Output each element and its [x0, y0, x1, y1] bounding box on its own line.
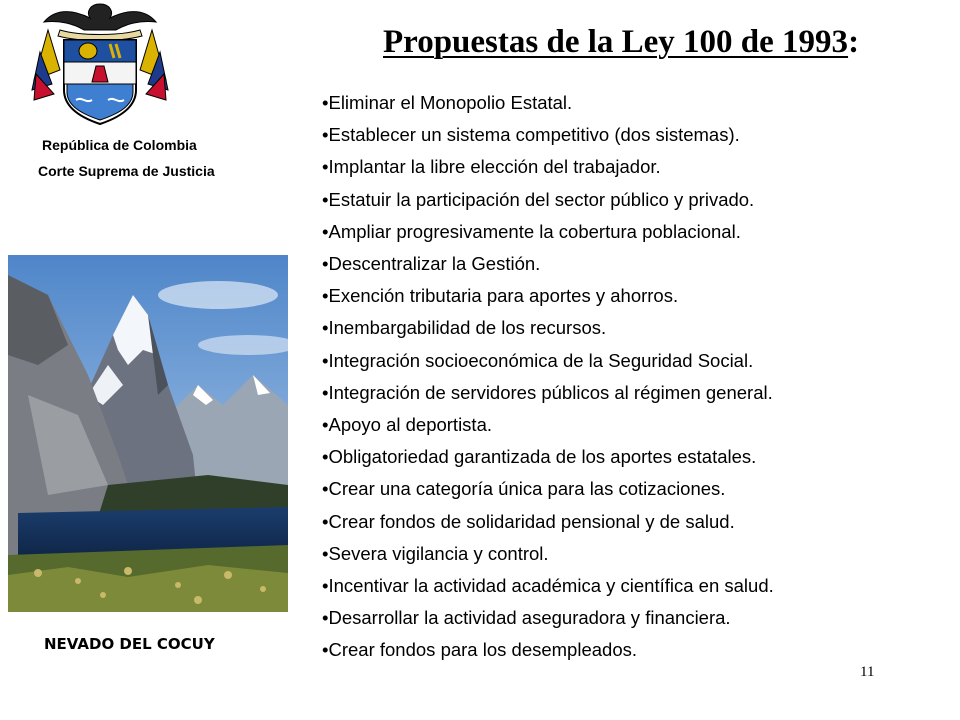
list-item: • Severa vigilancia y control. [322, 538, 774, 570]
list-item: • Eliminar el Monopolio Estatal. [322, 87, 774, 119]
slide-title [383, 24, 859, 61]
list-item: • Implantar la libre elección del trabajador. [322, 151, 774, 183]
list-item: • Incentivar la actividad académica y científica en salud. [322, 570, 774, 602]
list-item: • Establecer un sistema competitivo (dos sistemas). [322, 119, 774, 151]
list-item: • Inembargabilidad de los recursos. [322, 312, 774, 344]
list-item: • Desarrollar la actividad aseguradora y financiera. [322, 602, 774, 634]
photo-caption: NEVADO DEL COCUY [44, 635, 215, 653]
list-item: • Descentralizar la Gestión. [322, 248, 774, 280]
list-item: • Crear fondos de solidaridad pensional y de salud. [322, 506, 774, 538]
list-item: • Crear fondos para los desempleados. [322, 634, 774, 666]
slide-title-text: Propuestas de la Ley 100 de 1993 [383, 24, 849, 60]
nevado-photo [8, 255, 288, 612]
list-item: • Obligatoriedad garantizada de los aportes estatales. [322, 441, 774, 473]
list-item: • Crear una categoría única para las cotizaciones. [322, 473, 774, 505]
slide-title-colon: : [848, 24, 860, 60]
org-name-corte: Corte Suprema de Justicia [38, 163, 215, 179]
list-item: • Exención tributaria para aportes y ahorros. [322, 280, 774, 312]
org-name-republica: República de Colombia [42, 137, 197, 153]
page-number: 11 [860, 664, 875, 680]
proposal-list [322, 87, 774, 667]
list-item: • Integración socioeconómica de la Seguridad Social. [322, 345, 774, 377]
list-item: • Estatuir la participación del sector público y privado. [322, 184, 774, 216]
list-item: • Integración de servidores públicos al régimen general. [322, 377, 774, 409]
coat-of-arms-icon [30, 0, 170, 128]
list-item: • Apoyo al deportista. [322, 409, 774, 441]
list-item: • Ampliar progresivamente la cobertura poblacional. [322, 216, 774, 248]
